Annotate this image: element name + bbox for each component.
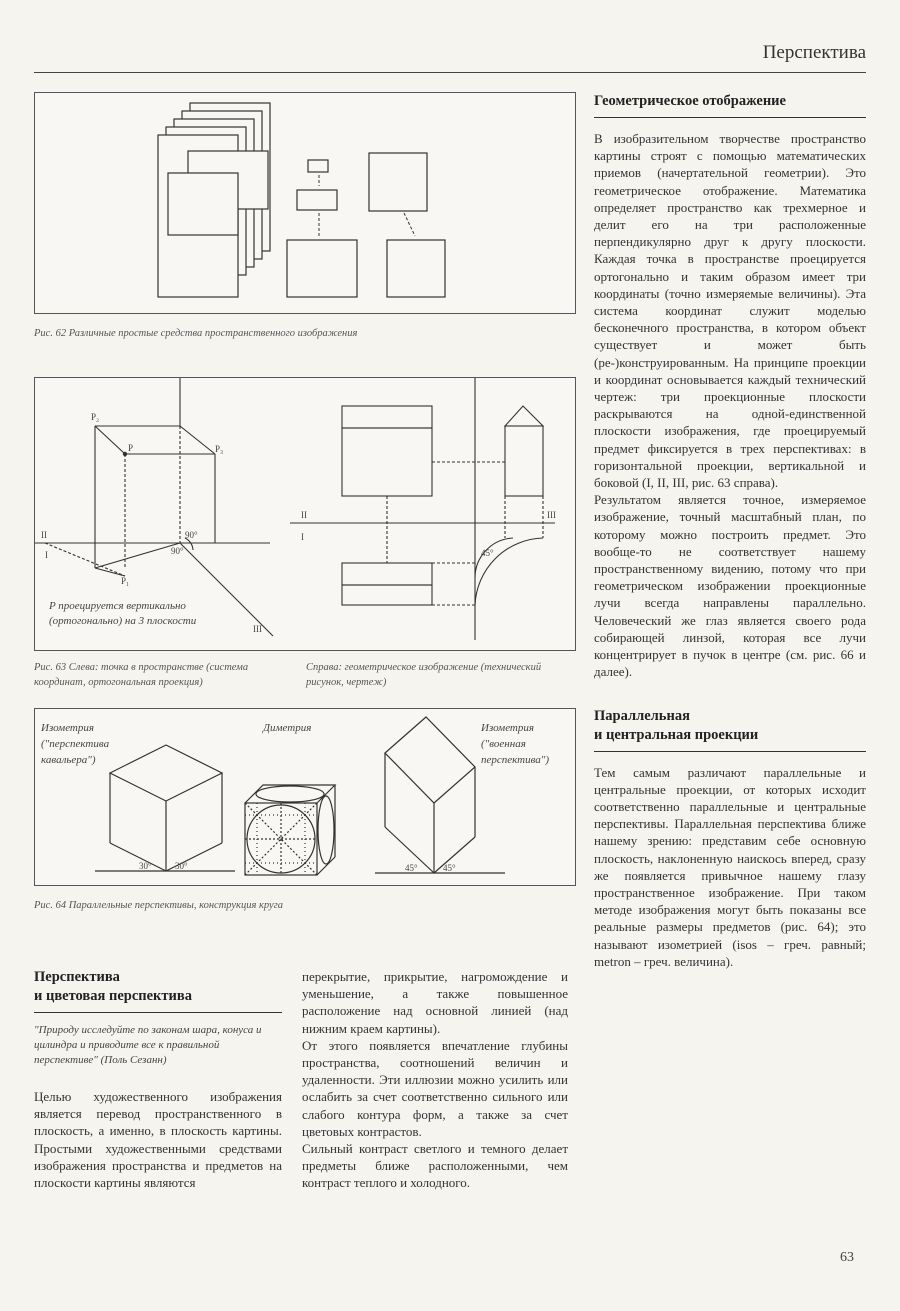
label-p3: P₃ bbox=[215, 444, 224, 454]
label-angle-45: 45° bbox=[481, 548, 494, 558]
label-axis-three: III bbox=[253, 624, 262, 634]
label-right-line3: перспектива") bbox=[481, 754, 550, 766]
page-number: 63 bbox=[840, 1250, 854, 1265]
label-p: P bbox=[128, 443, 134, 453]
label-deg-a: 30° bbox=[139, 861, 152, 871]
label-left-line1: Изометрия bbox=[41, 722, 94, 734]
label-p2: P₂ bbox=[91, 412, 100, 422]
heading-color-line2: и цветовая перспектива bbox=[34, 988, 192, 1004]
label-p1: P₁ bbox=[121, 576, 130, 586]
paragraph-artistic-goal: Целью художественного изображения является перевод пространственного в плоскость, а именно, в плоскость картины. Простыми художественными средствами изображения пространства и предметов на плоскости картины являются bbox=[34, 1089, 282, 1191]
label-right-axis-one: I bbox=[301, 532, 304, 542]
label-deg-d: 45° bbox=[443, 863, 456, 873]
label-right-axis-two: II bbox=[301, 510, 307, 520]
note-line-1: P проецируется вертикально bbox=[49, 600, 186, 612]
heading-parallel-line2: и центральная проекции bbox=[594, 726, 759, 743]
label-center: Диметрия bbox=[263, 722, 312, 734]
paragraph-parallel: Тем самым различают параллельные и центральные проекции, от которых исходит соответственно параллельные и центральные перспективы. Параллельная перспектива ближе нашему зрению: представим себе основную плоскость, наклоненную наискось вперед, сразу же появляется привычное нашему глазу пространственное изображение. При таком методе изображения могут быть показаны все реальные размеры предметов (рис. 64); это называют изометрией (isos – греч. равный; metron – греч. величина). bbox=[594, 764, 866, 969]
figure-64 bbox=[34, 708, 576, 886]
paragraph-geometric-2: Результатом является точное, измеряемое изображение, точный масштабный план, по которому можно построить предмет. Это вообще-то не соответствует нашему пространственному видению, потому что при геометрическом изображении проекционные лучи всегда направлены параллельно. Человеческий же глаз является своего рода собирающей линзой, которая все лучи концентрирует в пучок в центре (см. рис. 66 и далее). bbox=[594, 492, 866, 680]
figure-62-drawing bbox=[35, 93, 575, 313]
label-right-line1: Изометрия bbox=[481, 722, 534, 734]
bottom-left-column bbox=[34, 968, 282, 1191]
heading-parallel-line1: Параллельная bbox=[594, 707, 690, 724]
figure-64-caption: Рис. 64 Параллельные перспективы, конструкция круга bbox=[34, 900, 284, 911]
heading-color-line1: Перспектива bbox=[34, 969, 120, 985]
figure-62-caption: Рис. 62 Различные простые средства пространственного изображения bbox=[34, 328, 358, 339]
point-p bbox=[123, 452, 127, 456]
heading-geometric-display: Геометрическое отображение bbox=[594, 92, 866, 118]
heading-parallel-central bbox=[594, 707, 866, 752]
label-left-line2: ("перспектива bbox=[41, 738, 110, 750]
label-deg-c: 45° bbox=[405, 863, 418, 873]
right-column bbox=[594, 92, 866, 970]
figure-63-drawing bbox=[35, 378, 575, 650]
header-rule bbox=[34, 72, 866, 73]
figure-63-caption-right: Справа: геометрическое изображение (технический рисунок, чертеж) bbox=[306, 662, 542, 688]
figure-64-drawing bbox=[35, 709, 575, 885]
figure-63-caption-left: Рис. 63 Слева: точка в пространстве (система координат, ортогональная проекция) bbox=[34, 662, 249, 688]
paragraph-geometric-1: В изобразительном творчестве пространство картины строят с помощью математических приемов (начертательной геометрии). Это геометрическое отображение. Математика определяет пространство как трехмерное и делит его на три расположенные перпендикулярно друг к другу плоскости. Каждая точка в пространстве проецируется ортогонально и таким образом имеет три координаты (точно измеряемые величины). Эта система координат служит моделью бесконечного пространства, в котором объект существует и может быть (ре-)конструированным. На принципе проекции и координат основывается каждый технический чертеж: три проекционные плоскости раскрываются на одной-единственной плоскости изображения, где проецируемый предмет фиксируется в трех перспективах: в горизонтальной проекции, вертикальной и боковой (I, II, III, рис. 63 справа). bbox=[594, 131, 866, 491]
label-deg-b: 30° bbox=[175, 861, 188, 871]
label-axis-two: II bbox=[41, 530, 47, 540]
label-axis-one: I bbox=[45, 550, 48, 560]
label-angle-90: 90° bbox=[185, 530, 198, 540]
running-header: Перспектива bbox=[762, 42, 866, 63]
paragraph-contrast: Сильный контраст светлого и темного делает предметы ближе расположенными, чем контраст теплого и холодного. bbox=[302, 1141, 568, 1191]
cezanne-quote: "Природу исследуйте по законам шара, конуса и цилиндра и приводите все к правильной перспективе" (Поль Сезанн) bbox=[34, 1024, 262, 1066]
paragraph-overlap: перекрытие, прикрытие, нагромождение и уменьшение, а также повышенное расположение над основной линией (над нижним краем картины). bbox=[302, 969, 568, 1036]
figure-63 bbox=[34, 377, 576, 651]
label-right-axis-three: III bbox=[547, 510, 556, 520]
heading-color-perspective bbox=[34, 968, 282, 1013]
bottom-middle-column bbox=[302, 968, 568, 1192]
figure-62 bbox=[34, 92, 576, 314]
label-right-line2: ("военная bbox=[481, 738, 526, 750]
paragraph-depth: От этого появляется впечатление глубины пространства, соотношений величин и удаленности. Эти иллюзии можно усилить или ослабить за счет соответственно сильного или слабого контура форм, а также за счет цветовых контрастов. bbox=[302, 1037, 568, 1139]
label-angle-90b: 90° bbox=[171, 546, 184, 556]
label-left-line3: кавальера") bbox=[41, 754, 96, 766]
note-line-2: (ортогонально) на 3 плоскости bbox=[49, 615, 197, 627]
